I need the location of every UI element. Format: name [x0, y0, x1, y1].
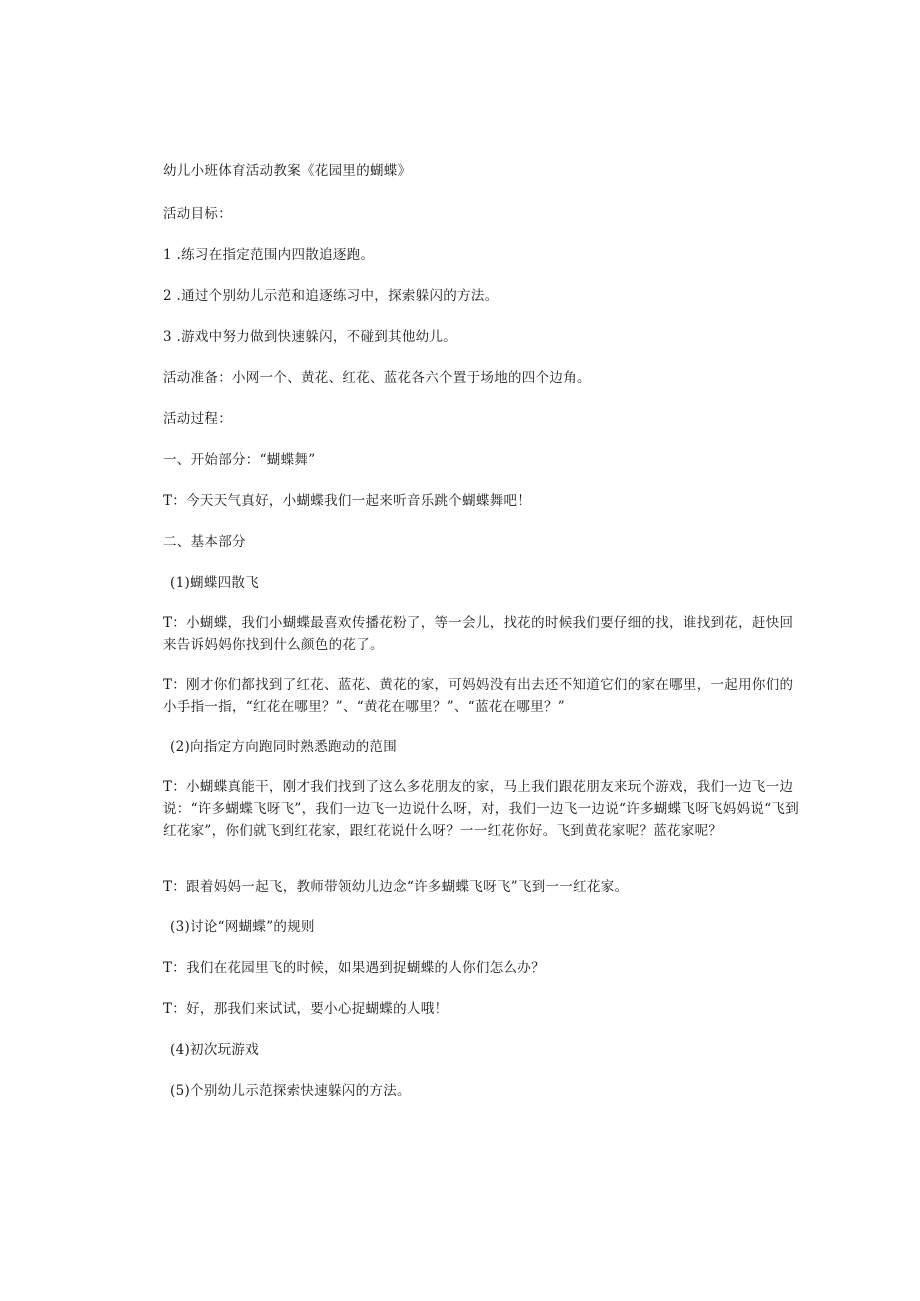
goal-item: 3 .游戏中努力做到快速躲闪，不碰到其他幼儿。 — [163, 329, 458, 345]
step1-heading: (1)蝴蝶四散飞 — [170, 575, 260, 591]
part1-text: T：今天天气真好，小蝴蝶我们一起来听音乐跳个蝴蝶舞吧！ — [163, 493, 532, 509]
step1-paragraph-1-text: T：小蝴蝶，我们小蝴蝶最喜欢传播花粉了，等一会儿，找花的时候我们要仔细的找，谁找到花，赶快回来告诉妈妈你找到什么颜色的花了。 — [163, 615, 794, 653]
step2-heading: (2)向指定方向跑同时熟悉跑动的范围 — [170, 739, 398, 755]
goals-heading: 活动目标： — [163, 206, 232, 222]
preparation-text: 活动准备：小网一个、黄花、红花、蓝花各六个置于场地的四个边角。 — [163, 370, 591, 386]
step3-paragraph-1: T：我们在花园里飞的时候，如果遇到捉蝴蝶的人你们怎么办？ — [163, 960, 545, 976]
step1-paragraph-2 — [163, 674, 799, 718]
process-heading: 活动过程： — [163, 411, 232, 427]
goal-item: 2 .通过个别幼儿示范和追逐练习中，探索躲闪的方法。 — [163, 288, 499, 304]
step3-heading: (3)讨论“网蝴蝶”的规则 — [170, 919, 315, 935]
step1-paragraph-1 — [163, 612, 799, 656]
step2-paragraph-1-text: T：小蝴蝶真能干，刚才我们找到了这么多花朋友的家，马上我们跟花朋友来玩个游戏，我们一边飞一边说：“许多蝴蝶飞呀飞”，我们一边飞一边说什么呀，对，我们一边飞一边说“许多蝴蝶飞呀飞妈妈说“飞到红花家”，你们就飞到红花家，跟红花说什么呀？一一红花你好。飞到黄花家呢？蓝花家呢？ — [163, 779, 800, 839]
step5-heading: (5)个别幼儿示范探索快速躲闪的方法。 — [170, 1083, 411, 1099]
document-title: 幼儿小班体育活动教案《花园里的蝴蝶》 — [163, 163, 412, 179]
step3-paragraph-2: T：好，那我们来试试，要小心捉蝴蝶的人哦！ — [163, 1001, 449, 1017]
part2-heading: 二、基本部分 — [163, 534, 246, 550]
goal-item: 1 .练习在指定范围内四散追逐跑。 — [163, 247, 375, 263]
step2-paragraph-1 — [163, 776, 799, 842]
part1-heading: 一、开始部分：“蝴蝶舞” — [163, 452, 316, 468]
step1-paragraph-2-text: T：刚才你们都找到了红花、蓝花、黄花的家，可妈妈没有出去还不知道它们的家在哪里，一起用你们的小手指一指，“红花在哪里？”、“黄花在哪里？”、“蓝花在哪里？” — [163, 677, 794, 715]
step4-heading: (4)初次玩游戏 — [170, 1042, 260, 1058]
step2-paragraph-2: T：跟着妈妈一起飞，教师带领幼儿边念“许多蝴蝶飞呀飞”飞到一一红花家。 — [163, 879, 629, 895]
